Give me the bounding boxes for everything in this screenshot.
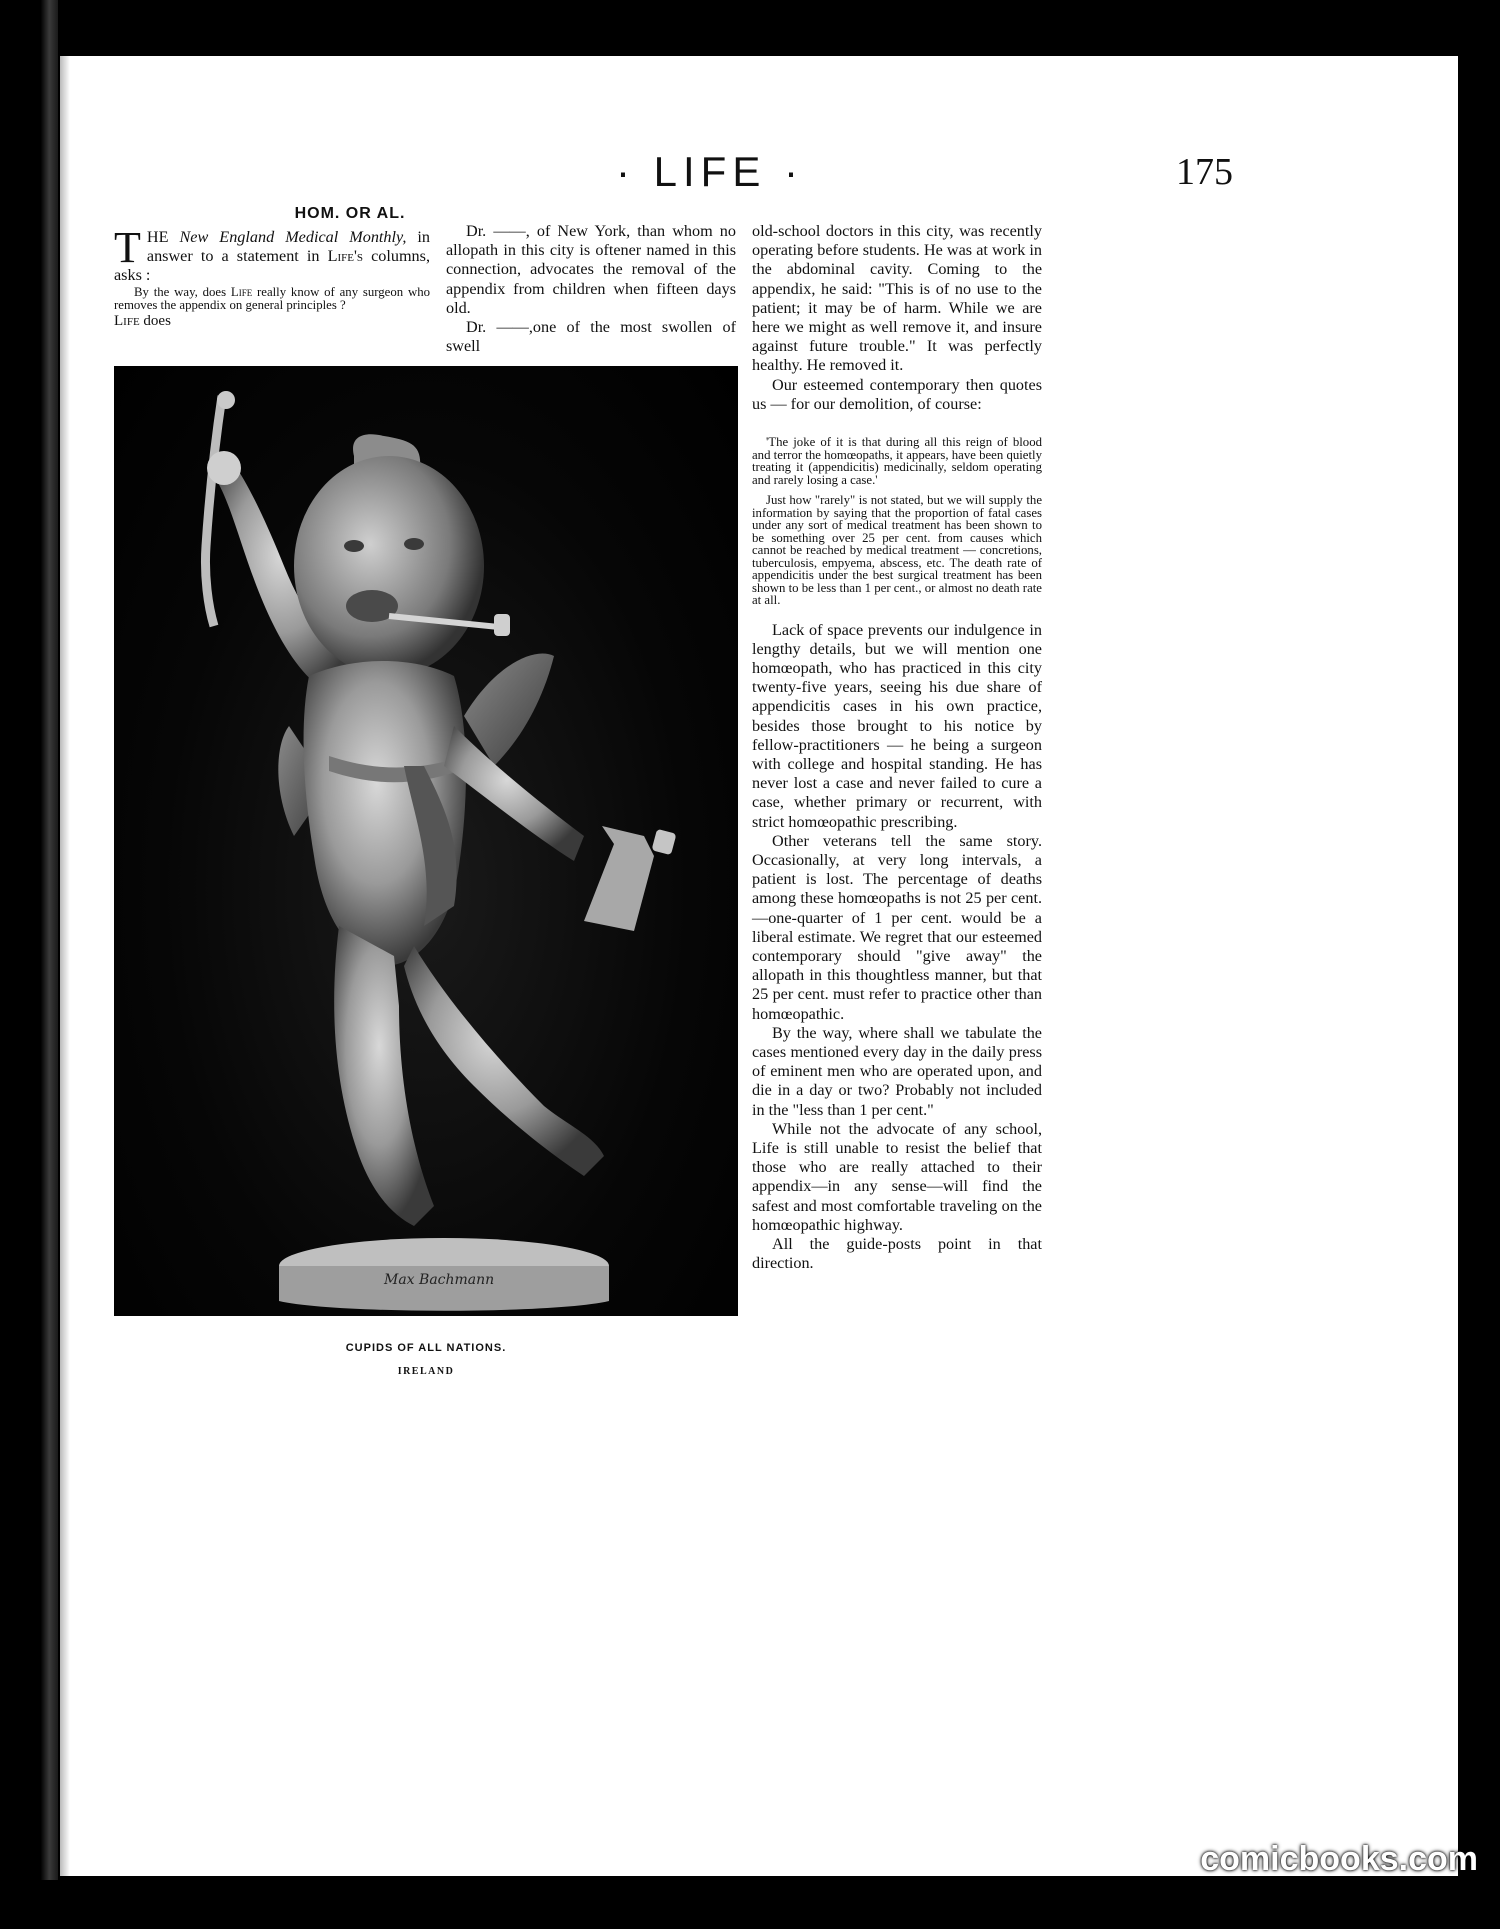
figure-subcaption: IRELAND (397, 1366, 455, 1377)
paragraph: old-school doctors in this city, was recently operating before students. He was at work in the abdominal cavity. Coming to the appendix, he said: "This is of no use to the patient; it may be of harm. While we are here we might as well remove it, and insure against future trouble." It was perfectly healthy. He removed it. (752, 222, 1042, 375)
quote-text-b: really know of any surgeon who removes the appendix on general principles ? (114, 284, 430, 312)
cupid-statue-illustration (114, 366, 738, 1316)
article-column-3 (752, 222, 1042, 1273)
binding-gutter (0, 0, 58, 1929)
reply-life: Life (114, 312, 140, 329)
paragraph: Our esteemed contemporary then quotes us — for our demolition, of course: (752, 375, 1042, 413)
quoted-question (114, 286, 430, 312)
article-column-1 (114, 223, 430, 331)
intro-text-c: columns, asks : (114, 247, 430, 285)
paragraph: While not the advocate of any school, Life is still unable to resist the belief that those who are really attached to their appendix—in any sense—will find the safest and most comfortable traveling on the homœopathic highway. (752, 1119, 1042, 1234)
drop-cap: T (114, 223, 141, 272)
paragraph: Other veterans tell the same story. Occasionally, at very long intervals, a patient is lost. The percentage of deaths among these homœopaths is not 25 per cent.—one-quarter of 1 per cent. would be a liberal estimate. We regret that our esteemed contemporary should "give away" the allopath in this thoughtless manner, but that 25 per cent. must refer to practice other than homœopathic. (752, 831, 1042, 1023)
life-reference: Life's (327, 247, 363, 266)
paragraph: By the way, where shall we tabulate the cases mentioned every day in the daily press of eminent men who are operated upon, and die in a day or two? Probably not included in the "less than 1 per cent." (752, 1023, 1042, 1119)
intro-text-a: HE (146, 228, 180, 246)
intro-text-b: in answer to a statement in (146, 228, 430, 266)
masthead: · LIFE · (615, 148, 804, 195)
journal-name: New England Medical Monthly, (179, 228, 407, 246)
quote-life: Life (230, 284, 253, 299)
paragraph: Dr. ——,one of the most swollen of swell (446, 318, 736, 356)
statue-signature: Max Bachmann (384, 1272, 495, 1288)
page-number: 175 (1176, 151, 1233, 193)
source-watermark: comicbooks.com (1200, 1840, 1478, 1878)
figure-caption: CUPIDS OF ALL NATIONS. (345, 1342, 507, 1354)
paragraph: Lack of space prevents our indulgence in lengthy details, but we will mention one homœopath, who has practiced in this city twenty-five years, seeing his due share of appendicitis cases in his own practice, besides those brought to his notice by fellow-practitioners — he being a surgeon with college and hospital standing. He has never lost a case and never failed to cure a case, whether primary or recurrent, with strict homœopathic prescribing. (752, 620, 1042, 831)
paragraph: All the guide-posts point in that direction. (752, 1235, 1042, 1273)
quoted-passage (752, 436, 1042, 607)
reply-line (114, 312, 430, 331)
quote-text-a: By the way, does (134, 284, 231, 299)
intro-paragraph (114, 223, 430, 286)
reply-text: does (139, 312, 171, 329)
paragraph: Dr. ——, of New York, than whom no allopath in this city is oftener named in this connection, advocates the removal of the appendix from children when fifteen days old. (446, 222, 736, 317)
small-paragraph: Just how "rarely" is not stated, but we will supply the information by saying that the proportion of fatal cases under any sort of medical treatment has been shown to be something over 25 per cent. from causes which cannot be reached by medical treatment — concretions, tuberculosis, empyema, abscess, etc. The death rate of appendicitis under the best surgical treatment has been shown to be less than 1 per cent., or almost no death rate at all. (752, 493, 1042, 608)
article-heading: HOM. OR AL. (294, 205, 406, 222)
scan-bottom-band (0, 1880, 1500, 1929)
cupid-photograph (114, 366, 738, 1316)
page-spine-shadow (60, 56, 70, 1876)
small-paragraph: 'The joke of it is that during all this reign of blood and terror the homœopaths, it appears, have been quietly treating it (appendicitis) medicinally, seldom operating and rarely losing a case.' (752, 435, 1042, 487)
article-column-2 (446, 222, 736, 356)
